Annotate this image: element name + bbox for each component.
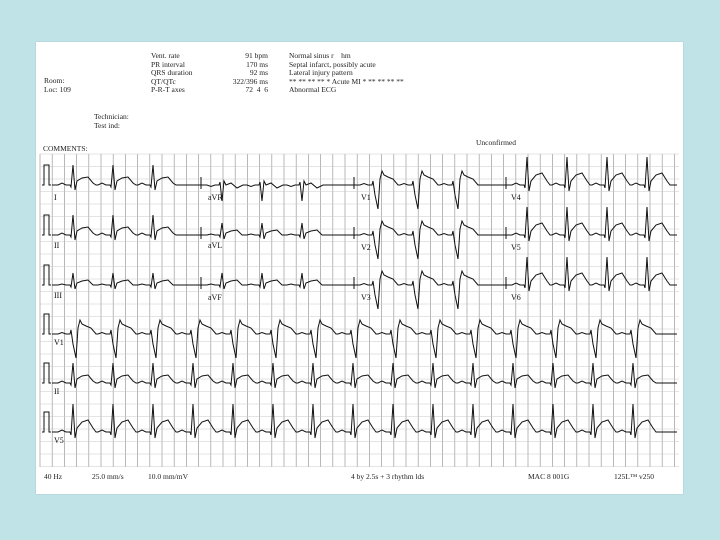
location-label: Loc: 109 <box>44 85 71 94</box>
room-label: Room: <box>44 76 65 85</box>
pr-interval-label: PR interval <box>151 59 185 69</box>
lead-label-v5: V5 <box>511 243 521 252</box>
test-ind-label: Test ind: <box>94 121 120 130</box>
lead-label-v4: V4 <box>511 193 521 202</box>
gain-setting: 10.0 mm/mV <box>148 472 189 481</box>
vent-rate-value: 91 bpm <box>245 51 268 60</box>
program-code: 125L™ v250 <box>614 472 655 481</box>
interpretation-line-3: Lateral injury pattern <box>289 68 353 77</box>
lead-label-v3: V3 <box>361 293 371 302</box>
rhythm-label-v1: V1 <box>54 338 64 347</box>
unconfirmed-label: Unconfirmed <box>476 138 516 147</box>
ecg-tracing <box>36 42 683 494</box>
lead-format: 4 by 2.5s + 3 rhythm lds <box>351 472 425 481</box>
qrs-duration-value: 92 ms <box>249 68 268 77</box>
ecg-sheet <box>36 42 683 494</box>
prt-axes-label: P-R-T axes <box>151 85 185 94</box>
lead-label-v2: V2 <box>361 243 371 252</box>
lead-label-v6: V6 <box>511 293 521 302</box>
pr-interval-value: 170 ms <box>246 59 268 69</box>
lead-label-i: I <box>54 193 57 202</box>
ecg-grid <box>40 154 679 467</box>
lead-label-avl: aVL <box>208 241 223 250</box>
prt-axes-value: 72 4 6 <box>245 85 268 94</box>
technician-label: Technician: <box>94 112 129 121</box>
qt-qtc-label: QT/QTc <box>151 76 176 86</box>
lead-label-avr: aVR <box>208 193 223 202</box>
filter-setting: 40 Hz <box>44 472 63 481</box>
comments-label: COMMENTS: <box>43 144 88 153</box>
lead-label-ii: II <box>54 241 60 250</box>
lead-label-iii: III <box>54 291 62 300</box>
lead-label-avf: aVF <box>208 293 222 302</box>
rhythm-label-v5: V5 <box>54 436 64 445</box>
paper-speed: 25.0 mm/s <box>92 472 124 481</box>
qrs-duration-label: QRS duration <box>151 68 193 77</box>
device-model: MAC 8 001G <box>528 472 570 481</box>
interpretation-line-4: ** ** ** ** * Acute MI * ** ** ** ** <box>289 76 404 86</box>
interpretation-line-1: Normal sinus r hm <box>289 51 351 60</box>
interpretation-line-5: Abnormal ECG <box>289 85 337 94</box>
interpretation-line-2: Septal infarct, possibly acute <box>289 59 376 69</box>
qt-qtc-value: 322/396 ms <box>232 76 268 86</box>
rhythm-label-ii: II <box>54 387 60 396</box>
lead-label-v1: V1 <box>361 193 371 202</box>
vent-rate-label: Vent. rate <box>151 51 180 60</box>
